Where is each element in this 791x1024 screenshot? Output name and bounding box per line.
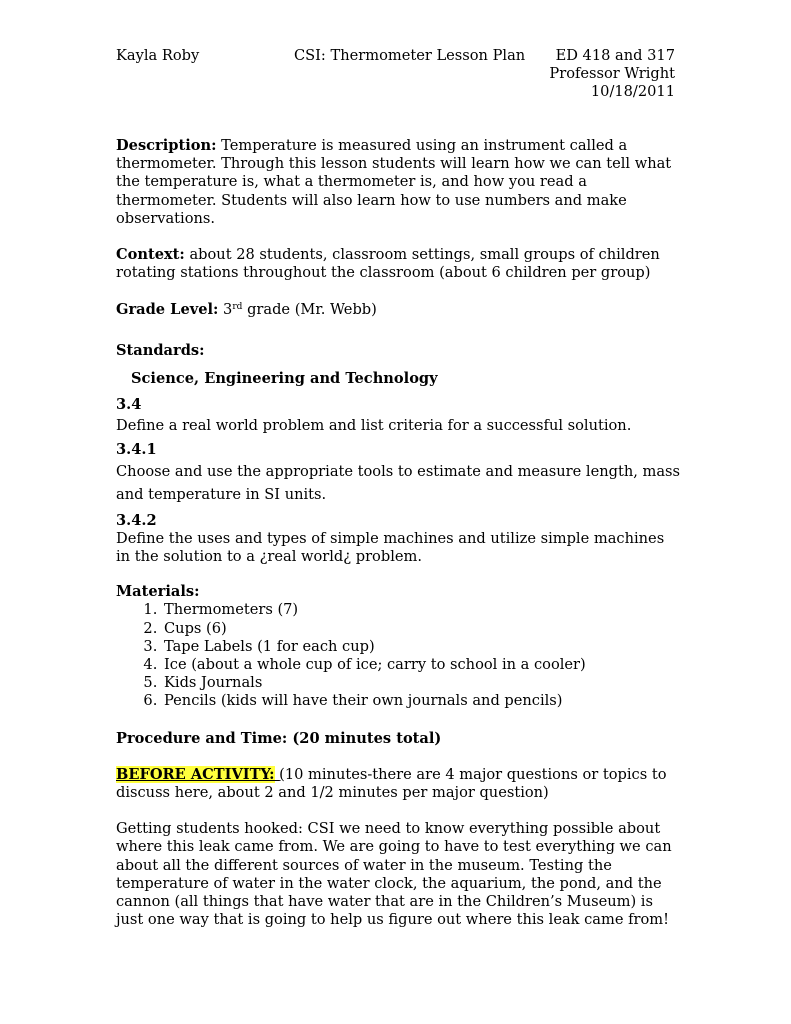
before-activity-label: BEFORE ACTIVITY: <box>116 765 275 783</box>
standard-text: Define the uses and types of simple machines and utilize simple machines in the solution to a ¿real world¿ problem. <box>116 529 665 566</box>
header-right-block <box>549 47 675 102</box>
header-title: CSI: Thermometer Lesson Plan <box>294 47 526 64</box>
procedure-heading <box>116 730 681 748</box>
procedure-label: Procedure and Time: (20 minutes total) <box>116 729 442 747</box>
hook-paragraph: Getting students hooked: CSI we need to know everything possible about where this leak came from. We are going to have to test everything we can about all the different sources of water in the museum. Testing the temperature of water in the water clock, the aquarium, the pond, and the cannon (all things that have water that are in the Children’s Museum) is just one way that is going to help us figure out where this leak came from! <box>116 820 672 929</box>
list-item: 3. Tape Labels (1 for each cup) <box>162 638 681 656</box>
document-body <box>116 137 681 930</box>
standard-text: Define a real world problem and list criteria for a successful solution. <box>116 417 632 435</box>
standards-subheading: Science, Engineering and Technology <box>131 369 438 387</box>
header-author: Kayla Roby <box>116 47 200 64</box>
context-section <box>116 246 681 282</box>
list-item: 4. Ice (about a whole cup of ice; carry to school in a cooler) <box>162 656 681 674</box>
list-item: 5. Kids Journals <box>162 674 681 692</box>
standards-label: Standards: <box>116 341 205 359</box>
list-item: 2. Cups (6) <box>162 620 681 638</box>
description-label: Description: <box>116 137 217 154</box>
header-date: 10/18/2011 <box>590 83 675 101</box>
before-activity-paren: ( <box>279 765 285 783</box>
grade-number: 3 <box>218 301 233 319</box>
standard-code: 3.4.2 <box>116 511 157 529</box>
list-item: 6. Pencils (kids will have their own journals and pencils) <box>162 692 681 710</box>
materials-heading <box>116 583 681 601</box>
materials-list <box>116 601 681 710</box>
header-professor: Professor Wright <box>549 65 675 83</box>
standard-code: 3.4 <box>116 396 142 414</box>
description-section <box>116 137 681 228</box>
list-item: 1. Thermometers (7) <box>162 601 681 619</box>
standard-code: 3.4.1 <box>116 441 157 459</box>
standard-text: Choose and use the appropriate tools to estimate and measure length, mass and temperature in SI units. <box>116 462 681 503</box>
grade-ordinal-suffix: rd <box>232 302 243 313</box>
grade-section <box>116 301 681 319</box>
grade-text: grade (Mr. Webb) <box>242 301 377 319</box>
before-activity-section <box>116 766 681 802</box>
materials-label: Materials: <box>116 583 200 601</box>
context-text: about 28 students, classroom settings, small groups of children rotating stations throughout the classroom (about 6 children per group) <box>116 246 660 282</box>
grade-label: Grade Level: <box>116 301 219 319</box>
standards-heading <box>116 342 681 360</box>
header-course: ED 418 and 317 <box>555 47 675 64</box>
before-activity-text: 10 minutes-there are 4 major questions or topics to discuss here, about 2 and 1/2 minutes per major question) <box>116 765 667 802</box>
context-label: Context: <box>116 246 185 264</box>
description-text: Temperature is measured using an instrument called a thermometer. Through this lesson students will learn how we can tell what the temperature is, what a thermometer is, and how you read a thermometer. Students will also learn how to use numbers and make observations. <box>116 137 672 227</box>
